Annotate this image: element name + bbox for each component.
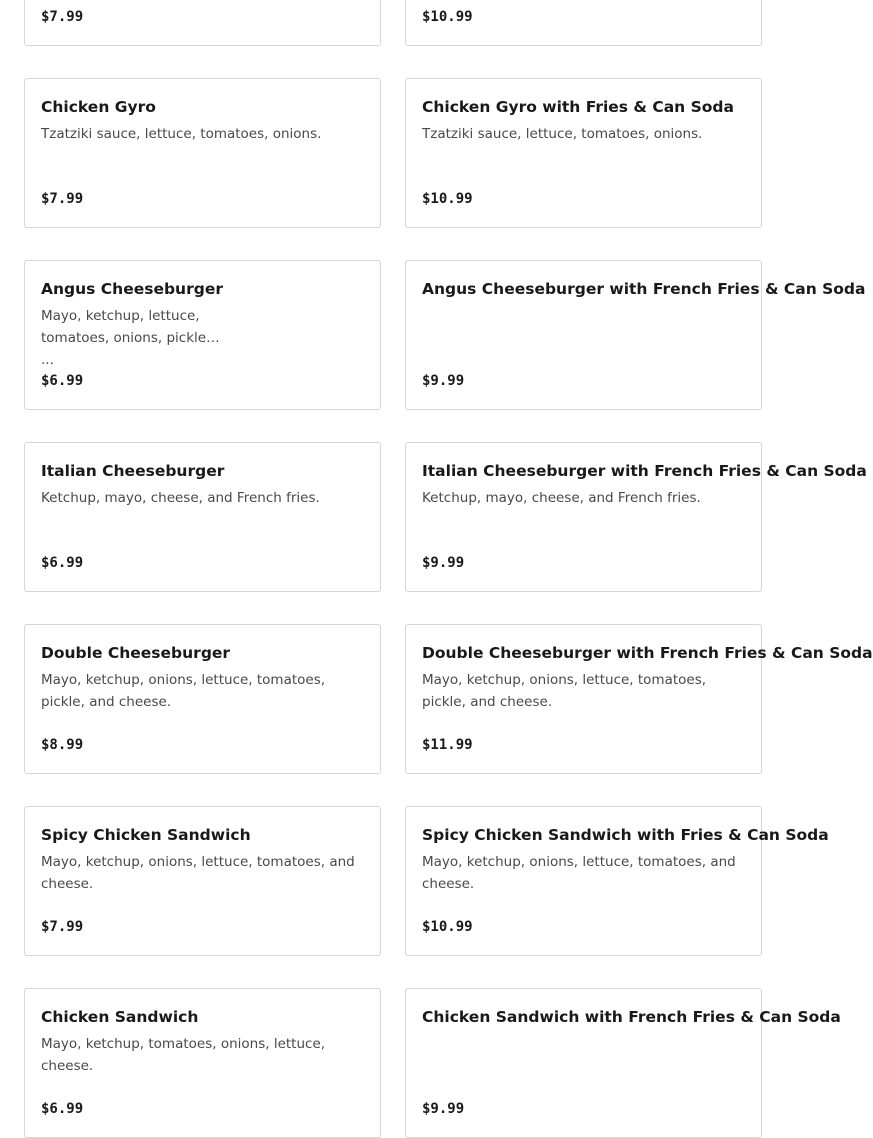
menu-item-card[interactable] — [405, 442, 867, 592]
menu-item-price: $11.99 — [422, 737, 473, 753]
menu-item-price: $7.99 — [41, 191, 84, 207]
menu-item-card[interactable] — [24, 806, 381, 956]
menu-item-card[interactable] — [24, 0, 381, 46]
menu-item-price: $6.99 — [41, 555, 84, 571]
menu-item-description: Mayo, ketchup, onions, lettuce, tomatoes, and cheese. — [422, 854, 736, 892]
menu-item-card[interactable] — [24, 260, 381, 410]
menu-item-description: Ketchup, mayo, cheese, and French fries. — [422, 490, 701, 506]
menu-item-name: Italian Cheeseburger — [41, 462, 225, 480]
menu-item-name: Italian Cheeseburger with French Fries & Can Soda — [422, 462, 867, 480]
menu-item-description: Ketchup, mayo, cheese, and French fries. — [41, 490, 320, 506]
menu-item-name: Chicken Sandwich with French Fries & Can Soda — [422, 1008, 841, 1026]
menu-item-description: Mayo, ketchup, tomatoes, onions, lettuce, cheese. — [41, 1036, 326, 1074]
menu-item-price: $7.99 — [41, 9, 84, 25]
menu-item-price: $8.99 — [41, 737, 84, 753]
menu-item-card[interactable] — [24, 442, 381, 592]
menu-item-card[interactable] — [405, 0, 762, 46]
menu-item-description: Mayo, ketchup, onions, lettuce, tomatoes, and cheese. — [41, 854, 355, 892]
menu-item-name: Chicken Gyro with Fries & Can Soda — [422, 98, 734, 116]
menu-item-price: $9.99 — [422, 555, 465, 571]
menu-item-price: $9.99 — [422, 373, 465, 389]
menu-item-name: Chicken Gyro — [41, 98, 156, 116]
menu-item-card[interactable] — [24, 78, 381, 228]
menu-item-description: Mayo, ketchup, onions, lettuce, tomatoes, pickle, and cheese. — [422, 672, 707, 710]
menu-item-price: $10.99 — [422, 919, 473, 935]
menu-item-price: $10.99 — [422, 191, 473, 207]
menu-item-card[interactable] — [405, 806, 829, 956]
menu-item-price: $10.99 — [422, 9, 473, 25]
menu-item-card[interactable] — [405, 78, 762, 228]
menu-item-name: Spicy Chicken Sandwich — [41, 826, 251, 844]
menu-item-name: Spicy Chicken Sandwich with Fries & Can Soda — [422, 826, 829, 844]
menu-item-card[interactable] — [405, 988, 841, 1138]
menu-item-price: $7.99 — [41, 919, 84, 935]
menu-item-description: Tzatziki sauce, lettuce, tomatoes, onions. — [41, 126, 322, 142]
menu-item-card[interactable] — [24, 624, 381, 774]
menu-item-price: $6.99 — [41, 373, 84, 389]
menu-item-name: Double Cheeseburger — [41, 644, 231, 662]
menu-item-name: Angus Cheeseburger — [41, 280, 223, 298]
menu-item-description: Mayo, ketchup, onions, lettuce, tomatoes, pickle, and cheese. — [41, 672, 326, 710]
menu-item-card[interactable] — [24, 988, 381, 1138]
menu-item-price: $9.99 — [422, 1101, 465, 1117]
menu-item-card[interactable] — [405, 624, 873, 774]
menu-item-price: $6.99 — [41, 1101, 84, 1117]
menu-item-description: Mayo, ketchup, lettuce, tomatoes, onions, pickle ... — [41, 308, 207, 368]
menu-item-name: Chicken Sandwich — [41, 1008, 199, 1026]
menu-item-card[interactable] — [405, 260, 866, 410]
menu-item-name: Angus Cheeseburger with French Fries & Can Soda — [422, 280, 866, 298]
menu-item-name: Double Cheeseburger with French Fries & Can Soda — [422, 644, 873, 662]
menu-item-description: Tzatziki sauce, lettuce, tomatoes, onions. — [422, 126, 703, 142]
